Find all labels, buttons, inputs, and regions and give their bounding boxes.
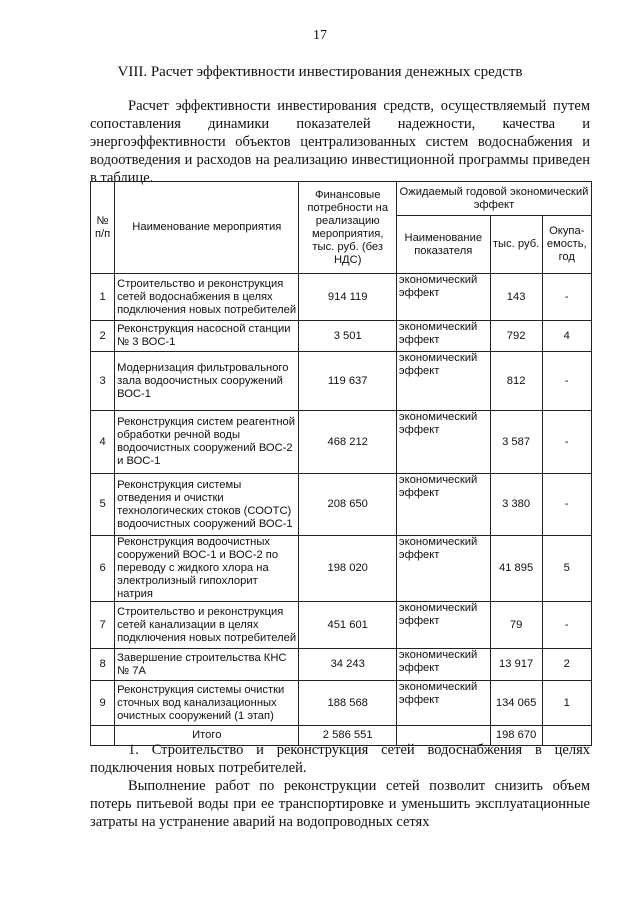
table-row bbox=[91, 602, 592, 649]
header-indicator: Наименование показателя bbox=[396, 216, 490, 274]
table-row bbox=[91, 411, 592, 474]
table-row bbox=[91, 474, 592, 536]
row-payback: 2 bbox=[542, 649, 591, 681]
row-payback: 5 bbox=[542, 536, 591, 602]
row-amount: 134 065 bbox=[490, 681, 542, 726]
intro-text: Расчет эффективности инвестирования средств, осуществляемый путем сопоставления динамики показателей надежности, качества и энергоэффективности объектов централизованных систем водоснабжения и водоотведения и расходов на реализацию инвестиционной программы приведен в таблице. bbox=[90, 98, 590, 186]
table-row bbox=[91, 321, 592, 352]
row-financing: 3 501 bbox=[299, 321, 396, 352]
table-row bbox=[91, 274, 592, 321]
row-no: 2 bbox=[91, 321, 115, 352]
row-payback: - bbox=[542, 602, 591, 649]
row-amount: 3 587 bbox=[490, 411, 542, 474]
row-amount: 79 bbox=[490, 602, 542, 649]
row-amount: 792 bbox=[490, 321, 542, 352]
table-row bbox=[91, 649, 592, 681]
row-amount: 41 895 bbox=[490, 536, 542, 602]
row-indicator: экономический эффект bbox=[396, 321, 490, 352]
row-no: 1 bbox=[91, 274, 115, 321]
row-name: Реконструкция насосной станции № 3 ВОС-1 bbox=[115, 321, 299, 352]
row-no: 3 bbox=[91, 352, 115, 411]
row-name: Реконструкция водоочистных сооружений ВОС-1 и ВОС-2 по переводу с жидкого хлора на электролизный гипохлорит натрия bbox=[115, 536, 299, 602]
intro-paragraph bbox=[90, 97, 590, 187]
row-financing: 208 650 bbox=[299, 474, 396, 536]
row-financing: 451 601 bbox=[299, 602, 396, 649]
row-payback: - bbox=[542, 274, 591, 321]
total-label: Итого bbox=[115, 726, 299, 746]
row-indicator: экономический эффект bbox=[396, 474, 490, 536]
investment-table bbox=[90, 181, 592, 746]
row-amount: 13 917 bbox=[490, 649, 542, 681]
row-indicator: экономический эффект bbox=[396, 352, 490, 411]
item1-text: Выполнение работ по реконструкции сетей позволит снизить объем потерь питьевой воды при ее транспортировке и уменьшить эксплуатационные затраты на устранение аварий на водопроводных сетях bbox=[90, 778, 590, 830]
row-financing: 34 243 bbox=[299, 649, 396, 681]
row-financing: 188 568 bbox=[299, 681, 396, 726]
header-expected-effect: Ожидаемый годовой экономический эффект bbox=[396, 182, 591, 216]
row-amount: 3 380 bbox=[490, 474, 542, 536]
row-payback: 1 bbox=[542, 681, 591, 726]
row-name: Реконструкция системы очистки сточных вод канализационных очистных сооружений (1 этап) bbox=[115, 681, 299, 726]
row-payback: - bbox=[542, 352, 591, 411]
item1-text-block bbox=[90, 777, 590, 831]
row-no: 4 bbox=[91, 411, 115, 474]
row-amount: 143 bbox=[490, 274, 542, 321]
row-no: 7 bbox=[91, 602, 115, 649]
row-name: Реконструкция системы отведения и очистки технологических стоков (СООТС) водоочистных сооружений ВОС-1 bbox=[115, 474, 299, 536]
table-row bbox=[91, 352, 592, 411]
row-name: Модернизация фильтровального зала водоочистных сооружений ВОС-1 bbox=[115, 352, 299, 411]
row-payback: - bbox=[542, 474, 591, 536]
row-indicator: экономический эффект bbox=[396, 411, 490, 474]
row-payback: 4 bbox=[542, 321, 591, 352]
item1-heading-block bbox=[90, 741, 590, 777]
table-row bbox=[91, 536, 592, 602]
row-financing: 914 119 bbox=[299, 274, 396, 321]
row-indicator: экономический эффект bbox=[396, 274, 490, 321]
item1-heading: 1. Строительство и реконструкция сетей водоснабжения в целях подключения новых потребителей. bbox=[90, 742, 590, 776]
row-indicator: экономический эффект bbox=[396, 681, 490, 726]
row-no: 9 bbox=[91, 681, 115, 726]
table-row bbox=[91, 681, 592, 726]
row-name: Реконструкция систем реагентной обработки речной воды водоочистных сооружений ВОС-2 и ВОС-1 bbox=[115, 411, 299, 474]
row-payback: - bbox=[542, 411, 591, 474]
row-indicator: экономический эффект bbox=[396, 602, 490, 649]
row-indicator: экономический эффект bbox=[396, 536, 490, 602]
row-no: 8 bbox=[91, 649, 115, 681]
row-financing: 198 020 bbox=[299, 536, 396, 602]
header-financing: Финансовые потребности на реализацию мероприятия, тыс. руб. (без НДС) bbox=[299, 182, 396, 274]
row-name: Строительство и реконструкция сетей канализации в целях подключения новых потребителей bbox=[115, 602, 299, 649]
header-name: Наименование мероприятия bbox=[115, 182, 299, 274]
row-financing: 468 212 bbox=[299, 411, 396, 474]
row-financing: 119 637 bbox=[299, 352, 396, 411]
header-payback: Окупа- емость, год bbox=[542, 216, 591, 274]
header-no: № п/п bbox=[91, 182, 115, 274]
header-amount: тыс. руб. bbox=[490, 216, 542, 274]
row-no: 6 bbox=[91, 536, 115, 602]
row-name: Завершение строительства КНС № 7А bbox=[115, 649, 299, 681]
row-no: 5 bbox=[91, 474, 115, 536]
row-indicator: экономический эффект bbox=[396, 649, 490, 681]
page-number: 17 bbox=[313, 28, 327, 43]
total-financing: 2 586 551 bbox=[299, 726, 396, 746]
row-name: Строительство и реконструкция сетей водоснабжения в целях подключения новых потребителей bbox=[115, 274, 299, 321]
row-amount: 812 bbox=[490, 352, 542, 411]
section-title: VIII. Расчет эффективности инвестирования денежных средств bbox=[117, 64, 523, 80]
total-amount: 198 670 bbox=[490, 726, 542, 746]
